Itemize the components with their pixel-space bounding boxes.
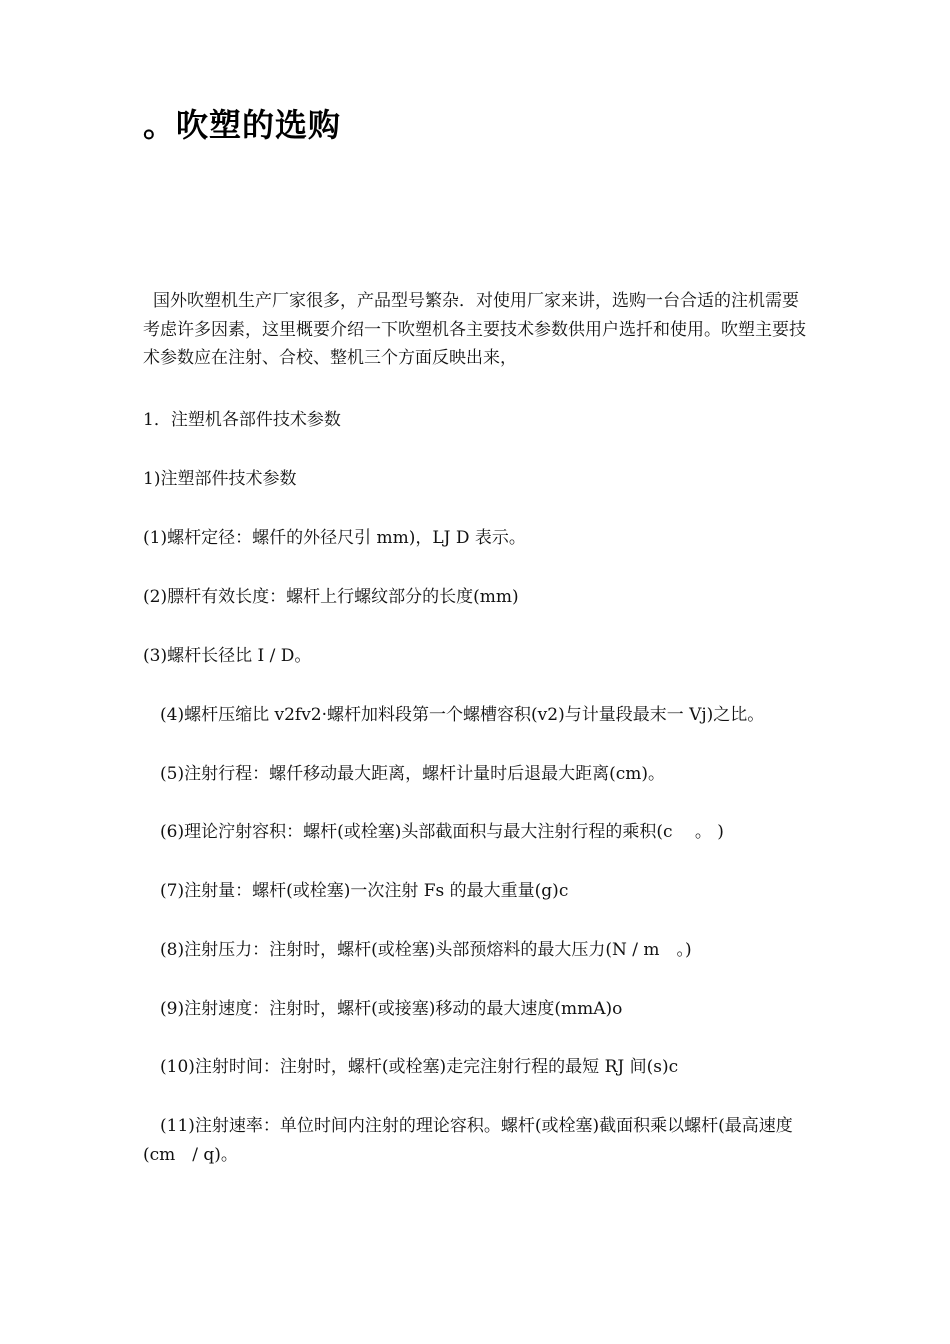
list-item: (2)膘杆有效长度：螺杆上行螺纹部分的长度(mm)	[143, 587, 519, 607]
list-item: (6)理论泞射容积：螺杆(或栓塞)头部截面积与最大注射行程的乘积(c 。 )	[160, 822, 724, 842]
list-item: (11)注射速率：单位时间内注射的理论容积。螺杆(或栓塞)截面积乘以螺杆(最高速度(cm / q)。	[143, 1116, 793, 1165]
section-heading: 1．注塑机各部件技术参数	[143, 410, 341, 430]
list-item: (7)注射量：螺杆(或栓塞)一次注射 Fs 的最大重量(g)c	[160, 881, 569, 901]
list-item: (5)注射行程：螺仟移动最大距离，螺杆计量时后退最大距离(cm)。	[160, 764, 665, 784]
list-item: (1)螺杆定径：螺仟的外径尺引 mm)，LJ D 表示。	[143, 528, 526, 548]
list-item: (8)注射压力：注射时，螺杆(或栓塞)头部预熔料的最大压力(N / m 。)	[160, 940, 692, 960]
list-item: (9)注射速度：注射时，螺杆(或接塞)移动的最大速度(mmA)o	[160, 999, 623, 1019]
list-item: (10)注射时间：注射时，螺杆(或栓塞)走完注射行程的最短 RJ 间(s)c	[160, 1057, 679, 1077]
list-item: (3)螺杆长径比 I / D。	[143, 646, 312, 666]
intro-paragraph: 国外吹塑机生产厂家很多，产品型号繁杂．对使用厂家来讲，选购一台合适的注机需要考虑许多因素，这里概要介绍一下吹塑机各主要技术参数供用户选扦和使用。吹塑主要技术参数应在注射、合校、整机三个方面反映出来，	[143, 291, 806, 368]
list-item: (4)螺杆压缩比 v2fv2·螺杆加料段第一个螺槽容积(v2)与计量段最末一 Vj)之比。	[160, 705, 765, 725]
subsection-heading: 1)注塑部件技术参数	[143, 469, 297, 489]
page-title: 。吹塑的选购	[143, 106, 342, 144]
